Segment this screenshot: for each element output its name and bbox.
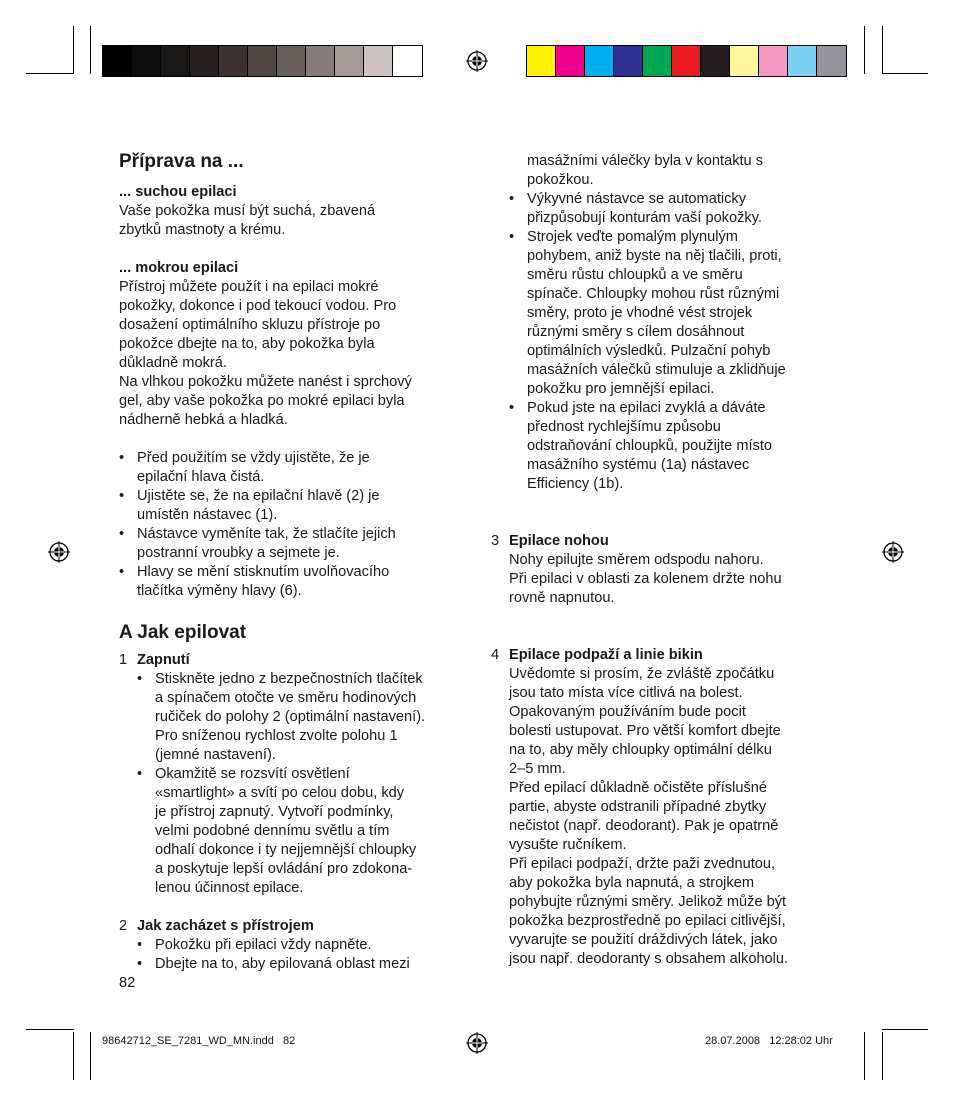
preparation-bullet-list xyxy=(119,449,464,601)
crop-mark xyxy=(90,1032,91,1080)
crop-mark xyxy=(882,26,883,74)
text-line: • Před použitím se vždy ujistěte, že je xyxy=(137,450,370,466)
crop-mark xyxy=(882,1029,928,1030)
right-column xyxy=(491,152,841,969)
step-title: Jak zacházet s přístrojem xyxy=(137,918,314,934)
text-line: • Stiskněte jedno z bezpečnostních tlačítek xyxy=(155,671,423,687)
technique-bullet-list xyxy=(491,190,841,494)
color-swatch xyxy=(817,46,846,76)
crop-mark xyxy=(882,73,928,74)
text-line: Při epilaci podpaží, držte paži zvednutou, xyxy=(509,856,776,872)
page-number: 82 xyxy=(119,975,136,991)
crop-mark xyxy=(73,1032,74,1080)
color-swatch xyxy=(643,46,672,76)
text-line: dosažení optimálního skluzu přístroje po xyxy=(119,317,381,333)
color-swatch xyxy=(556,46,585,76)
list-item xyxy=(509,399,841,494)
step-title: Epilace podpaží a linie bikin xyxy=(509,647,703,663)
step-number: 2 xyxy=(119,918,128,934)
list-item xyxy=(509,228,841,399)
color-swatch xyxy=(788,46,817,76)
text-line: ručiček do polohy 2 (optimální nastavení). xyxy=(155,709,426,725)
crop-mark xyxy=(26,73,74,74)
color-swatch xyxy=(132,46,161,76)
text-line: Při epilaci v oblasti za kolenem držte nohu xyxy=(509,571,782,587)
crop-mark xyxy=(26,1029,74,1030)
text-line: pokožka bezprostředně po epilaci citlivější, xyxy=(509,913,786,929)
text-line: • Okamžitě se rozsvítí osvětlení xyxy=(155,766,350,782)
registration-mark-icon xyxy=(466,1032,488,1054)
step-number: 4 xyxy=(491,647,500,663)
text-line: je přístroj zapnutý. Vytvoří podmínky, xyxy=(155,804,394,820)
text-line: jsou např. deodoranty s obsahem alkoholu. xyxy=(509,951,789,967)
text-line: • Dbejte na to, aby epilovaná oblast mezi xyxy=(155,956,410,972)
text-line: směry, proto je vhodné vést strojek xyxy=(527,305,753,321)
list-item xyxy=(137,765,464,898)
text-line: • Nástavce vyměníte tak, že stlačíte jejich xyxy=(137,526,396,542)
color-swatch xyxy=(306,46,335,76)
color-swatch xyxy=(248,46,277,76)
text-line: zbytků mastnoty a krému. xyxy=(119,222,286,238)
text-line: na to, aby měly chloupky optimální délku xyxy=(509,742,772,758)
registration-mark-icon xyxy=(466,50,488,72)
step-title: Zapnutí xyxy=(137,652,190,668)
dry-epilation-title: ... suchou epilaci xyxy=(119,184,237,200)
list-item xyxy=(137,936,464,955)
text-line: tlačítka výměny hlavy (6). xyxy=(137,583,302,599)
text-line: důkladně mokrá. xyxy=(119,355,227,371)
text-line: přednost rychlejšímu způsobu xyxy=(527,419,721,435)
text-line: odstraňování chloupků, použijte místo xyxy=(527,438,772,454)
text-line: vysušte ručníkem. xyxy=(509,837,627,853)
slug-datetime: 28.07.2008 12:28:02 Uhr xyxy=(705,1035,833,1047)
color-swatch xyxy=(701,46,730,76)
color-swatch xyxy=(277,46,306,76)
step-4 xyxy=(491,646,841,969)
text-line: • Hlavy se mění stisknutím uvolňovacího xyxy=(137,564,390,580)
text-line: Přístroj můžete použít i na epilaci mokré xyxy=(119,279,379,295)
text-line: nečistot (např. deodorant). Pak je opatrně xyxy=(509,818,779,834)
step-title: Epilace nohou xyxy=(509,533,609,549)
text-line: směru růstu chloupků a ve směru xyxy=(527,267,743,283)
color-swatch xyxy=(759,46,788,76)
text-line: bolesti ustupovat. Pro větší komfort dbejte xyxy=(509,723,781,739)
left-column xyxy=(119,150,464,974)
text-line: • Pokud jste na epilaci zvyklá a dáváte xyxy=(527,400,766,416)
text-line: pohybujte různými směry. Jelikož může být xyxy=(509,894,787,910)
list-item xyxy=(137,670,464,765)
text-line: postranní vroubky a sejmete je. xyxy=(137,545,340,561)
step-number: 1 xyxy=(119,652,128,668)
list-item xyxy=(119,449,464,487)
text-line: masážního systému (1a) nástavec xyxy=(527,457,750,473)
text-line: aby pokožka byla napnutá, a strojkem xyxy=(509,875,754,891)
text-line: epilační hlava čistá. xyxy=(137,469,265,485)
text-line: «smartlight» a svítí po celou dobu, kdy xyxy=(155,785,405,801)
text-line: • Výkyvné nástavce se automaticky xyxy=(527,191,747,207)
text-line: nádherně hebká a hladká. xyxy=(119,412,288,428)
text-line: pokožkou. xyxy=(527,172,594,188)
crop-mark xyxy=(864,1032,865,1080)
wet-epilation-title: ... mokrou epilaci xyxy=(119,260,239,276)
color-swatch xyxy=(190,46,219,76)
list-item xyxy=(119,525,464,563)
list-item xyxy=(119,563,464,601)
text-line: optimálních výsledků. Pulzační pohyb xyxy=(527,343,771,359)
text-line: lenou účinnost epilace. xyxy=(155,880,304,896)
crop-mark xyxy=(864,26,865,74)
cmyk-color-bar xyxy=(526,45,847,77)
text-line: Opakovaným používáním bude pocit xyxy=(509,704,746,720)
color-swatch xyxy=(364,46,393,76)
color-swatch xyxy=(161,46,190,76)
color-swatch xyxy=(103,46,132,76)
text-line: (jemné nastavení). xyxy=(155,747,276,763)
heading-priprava: Příprava na ... xyxy=(119,151,244,172)
text-line: Před epilací důkladně očistěte příslušné xyxy=(509,780,767,796)
text-line: přizpůsobují konturám vaší pokožky. xyxy=(527,210,762,226)
step-number: 3 xyxy=(491,533,500,549)
text-line: různými směry s cílem dosáhnout xyxy=(527,324,745,340)
text-line: pokožky, dokonce i pod tekoucí vodou. Pro xyxy=(119,298,397,314)
color-swatch xyxy=(614,46,643,76)
slug-filename: 98642712_SE_7281_WD_MN.indd 82 xyxy=(102,1035,296,1047)
step-2 xyxy=(119,917,464,974)
text-line: odhalí dokonce i ty nejjemnější chloupky xyxy=(155,842,417,858)
continued-text xyxy=(491,152,841,190)
text-line: vyvarujte se použití dráždivých látek, jako xyxy=(509,932,778,948)
text-line: masážních válečků stimuluje a zklidňuje xyxy=(527,362,786,378)
list-item xyxy=(119,487,464,525)
color-swatch xyxy=(393,46,422,76)
text-line: spínače. Chloupky mohou růst různými xyxy=(527,286,780,302)
text-line: a spínačem otočte ve směru hodinových xyxy=(155,690,417,706)
text-line: • Pokožku při epilaci vždy napněte. xyxy=(155,937,372,953)
color-swatch xyxy=(335,46,364,76)
text-line: gel, aby vaše pokožka po mokré epilaci byla xyxy=(119,393,405,409)
color-swatch xyxy=(527,46,556,76)
text-line: velmi podobné dennímu světlu a tím xyxy=(155,823,390,839)
text-line: Pro sníženou rychlost zvolte polohu 1 xyxy=(155,728,398,744)
step-3 xyxy=(491,532,841,608)
text-line: pokožku pro jemnější epilaci. xyxy=(527,381,715,397)
text-line: pokožce dbejte na to, aby pokožka byla xyxy=(119,336,375,352)
text-line: rovně napnutou. xyxy=(509,590,615,606)
text-line: Uvědomte si prosím, že zvláště zpočátku xyxy=(509,666,775,682)
color-swatch xyxy=(219,46,248,76)
crop-mark xyxy=(73,26,74,74)
text-line: partie, abyste odstranili případné zbytky xyxy=(509,799,767,815)
color-swatch xyxy=(585,46,614,76)
step-1 xyxy=(119,651,464,898)
heading-jak-epilovat: A Jak epilovat xyxy=(119,622,247,643)
registration-mark-icon xyxy=(48,541,70,563)
text-line: a poskytuje lepší ovládání pro zdokona- xyxy=(155,861,413,877)
dry-epilation-text xyxy=(119,202,464,240)
text-line: Na vlhkou pokožku můžete nanést i sprchový xyxy=(119,374,412,390)
text-line: umístěn nástavec (1). xyxy=(137,507,278,523)
text-line: Efficiency (1b). xyxy=(527,476,624,492)
text-line: • Strojek veďte pomalým plynulým xyxy=(527,229,738,245)
list-item xyxy=(137,955,464,974)
color-swatch xyxy=(730,46,759,76)
list-item xyxy=(509,190,841,228)
text-line: masážními válečky byla v kontaktu s xyxy=(527,153,764,169)
text-line: Nohy epilujte směrem odspodu nahoru. xyxy=(509,552,764,568)
text-line: • Ujistěte se, že na epilační hlavě (2) je xyxy=(137,488,380,504)
crop-mark xyxy=(882,1032,883,1080)
text-line: Vaše pokožka musí být suchá, zbavená xyxy=(119,203,376,219)
grayscale-color-bar xyxy=(102,45,423,77)
text-line: 2–5 mm. xyxy=(509,761,566,777)
text-line: pohybem, aniž byste na něj tlačili, proti, xyxy=(527,248,782,264)
crop-mark xyxy=(90,26,91,74)
color-swatch xyxy=(672,46,701,76)
wet-epilation-text xyxy=(119,278,464,430)
text-line: jsou tato místa více citlivá na bolest. xyxy=(509,685,743,701)
registration-mark-icon xyxy=(882,541,904,563)
